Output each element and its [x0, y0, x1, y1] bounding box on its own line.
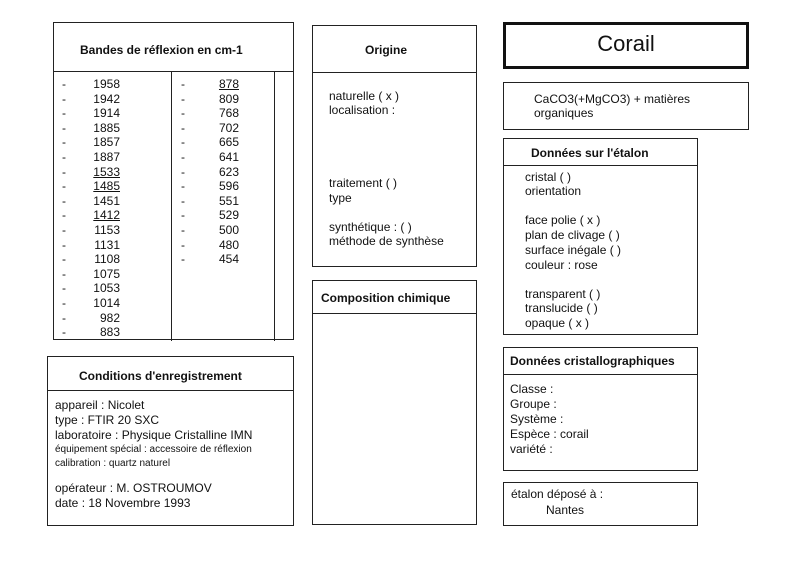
groupe-text: Groupe :: [510, 397, 557, 411]
naturelle-text: naturelle ( x ): [329, 89, 400, 103]
synthetique-text: synthétique : ( ): [329, 220, 412, 234]
conditions-header: [48, 357, 293, 391]
band-row: [181, 179, 239, 194]
band-dash: -: [181, 120, 185, 135]
band-value: 623: [218, 164, 239, 179]
laboratoire-text: laboratoire : Physique Cristalline IMN: [55, 428, 253, 442]
band-dash: -: [62, 91, 66, 106]
bands-title: Bandes de réflexion en cm-1: [80, 43, 243, 57]
band-dash: -: [62, 179, 66, 194]
band-row: [181, 150, 239, 165]
band-row: [181, 194, 239, 209]
specimen-name: Corail: [597, 31, 655, 56]
band-value: 551: [218, 193, 239, 208]
band-value: 1412: [93, 208, 120, 223]
formula-line-1: CaCO3(+MgCO3) + matières: [534, 92, 691, 106]
operateur-text: opérateur : M. OSTROUMOV: [55, 481, 212, 495]
band-value: 1014: [93, 295, 120, 310]
band-value: 878: [218, 77, 239, 91]
band-value: 1485: [93, 179, 120, 194]
classe-text: Classe :: [510, 382, 554, 396]
band-value: 768: [218, 106, 239, 121]
band-value: 1053: [93, 281, 120, 296]
band-row: [181, 92, 239, 107]
band-row: [181, 135, 239, 150]
band-row: [62, 92, 120, 107]
band-row: [62, 179, 120, 194]
traitement-text: traitement ( ): [329, 176, 398, 190]
band-dash: -: [181, 164, 185, 179]
band-row: [62, 135, 120, 150]
band-value: 1108: [94, 252, 120, 267]
localisation-text: localisation :: [329, 103, 396, 117]
band-dash: -: [62, 252, 66, 267]
opaque-text: opaque ( x ): [525, 316, 590, 330]
band-dash: -: [62, 208, 66, 223]
band-value: 480: [218, 237, 239, 252]
band-dash: -: [181, 106, 185, 121]
band-row: [62, 223, 120, 238]
face-polie-text: face polie ( x ): [525, 213, 601, 227]
band-row: [181, 77, 239, 92]
depot-label: étalon déposé à :: [511, 487, 604, 501]
band-dash: -: [181, 135, 185, 150]
band-value: 1942: [93, 91, 120, 106]
depot-place: Nantes: [546, 503, 585, 517]
specimen-name-box: [503, 22, 749, 69]
composition-title: Composition chimique: [321, 291, 451, 305]
band-value: 1131: [94, 237, 120, 252]
band-row: [181, 121, 239, 136]
formula-box: [503, 82, 749, 130]
date-text: date : 18 Novembre 1993: [55, 496, 191, 510]
etalon-title: Données sur l'étalon: [531, 146, 649, 160]
band-row: [62, 281, 120, 296]
systeme-text: Système :: [510, 412, 564, 426]
bands-right-divider: [274, 71, 275, 341]
appareil-text: appareil : Nicolet: [55, 398, 145, 412]
band-row: [181, 106, 239, 121]
band-row: [62, 77, 120, 92]
band-dash: -: [62, 237, 66, 252]
bands-column-divider: [171, 71, 172, 341]
etalon-header: [504, 139, 697, 166]
band-row: [62, 121, 120, 136]
band-dash: -: [62, 135, 66, 150]
conditions-box: [47, 356, 294, 526]
band-row: [181, 223, 239, 238]
band-value: 809: [218, 91, 239, 106]
origine-title: Origine: [365, 43, 408, 57]
equipement-text: équipement spécial : accessoire de réflexion: [55, 444, 252, 455]
band-value: 596: [218, 179, 239, 194]
translucide-text: translucide ( ): [525, 301, 598, 315]
bands-column-1: [62, 77, 120, 340]
band-dash: -: [62, 120, 66, 135]
band-value: 1153: [94, 222, 120, 237]
band-dash: -: [181, 237, 185, 252]
band-dash: -: [181, 77, 185, 91]
band-row: [62, 208, 120, 223]
origine-type-text: type: [329, 191, 352, 205]
band-value: 883: [99, 325, 120, 340]
band-row: [62, 252, 120, 267]
band-row: [62, 296, 120, 311]
bands-box: [53, 22, 294, 340]
origine-header: [313, 26, 476, 73]
band-row: [181, 238, 239, 253]
espece-text: Espèce : corail: [510, 427, 589, 441]
band-dash: -: [181, 222, 185, 237]
band-value: 1533: [93, 164, 120, 179]
cristallo-header: [504, 348, 697, 375]
band-row: [62, 325, 120, 340]
plan-clivage-text: plan de clivage ( ): [525, 228, 620, 242]
band-row: [62, 165, 120, 180]
bands-column-2: [181, 77, 239, 267]
etalon-box: [503, 138, 698, 335]
band-dash: -: [62, 325, 66, 340]
band-dash: -: [62, 164, 66, 179]
band-dash: -: [62, 281, 66, 296]
type-text: type : FTIR 20 SXC: [55, 413, 160, 427]
bands-header: [54, 23, 293, 72]
band-value: 1075: [93, 266, 120, 281]
band-row: [62, 194, 120, 209]
orientation-text: orientation: [525, 184, 582, 198]
band-dash: -: [181, 193, 185, 208]
band-dash: -: [181, 149, 185, 164]
band-dash: -: [62, 310, 66, 325]
formula-line-2: organiques: [534, 106, 594, 120]
band-dash: -: [181, 91, 185, 106]
cristal-text: cristal ( ): [525, 170, 571, 184]
band-value: 1958: [93, 77, 120, 91]
transparent-text: transparent ( ): [525, 287, 601, 301]
band-value: 641: [218, 149, 239, 164]
band-dash: -: [62, 295, 66, 310]
cristallo-title: Données cristallographiques: [510, 354, 675, 368]
band-value: 1885: [93, 120, 120, 135]
origine-box: [312, 25, 477, 267]
band-dash: -: [62, 266, 66, 281]
composition-box: [312, 280, 477, 525]
band-value: 500: [218, 222, 239, 237]
band-dash: -: [181, 252, 185, 267]
band-row: [181, 165, 239, 180]
band-dash: -: [181, 179, 185, 194]
band-dash: -: [62, 149, 66, 164]
calibration-text: calibration : quartz naturel: [55, 458, 171, 469]
conditions-title: Conditions d'enregistrement: [79, 369, 242, 383]
band-value: 702: [218, 120, 239, 135]
band-value: 454: [218, 252, 239, 267]
band-row: [62, 150, 120, 165]
band-row: [181, 252, 239, 267]
band-row: [62, 267, 120, 282]
band-value: 1914: [93, 106, 120, 121]
surface-text: surface inégale ( ): [525, 243, 622, 257]
band-value: 665: [218, 135, 239, 150]
band-dash: -: [62, 193, 66, 208]
band-value: 529: [218, 208, 239, 223]
band-value: 1451: [93, 193, 120, 208]
band-value: 1887: [93, 149, 120, 164]
band-dash: -: [62, 222, 66, 237]
band-row: [62, 106, 120, 121]
band-value: 982: [99, 310, 120, 325]
band-row: [181, 208, 239, 223]
band-dash: -: [62, 106, 66, 121]
depot-box: [503, 482, 698, 526]
couleur-text: couleur : rose: [525, 258, 598, 272]
band-row: [62, 311, 120, 326]
cristallo-box: [503, 347, 698, 471]
methode-text: méthode de synthèse: [329, 234, 444, 248]
band-row: [62, 238, 120, 253]
composition-header: [313, 281, 476, 314]
variete-text: variété :: [510, 442, 553, 456]
band-dash: -: [62, 77, 66, 91]
band-dash: -: [181, 208, 185, 223]
band-value: 1857: [93, 135, 120, 150]
